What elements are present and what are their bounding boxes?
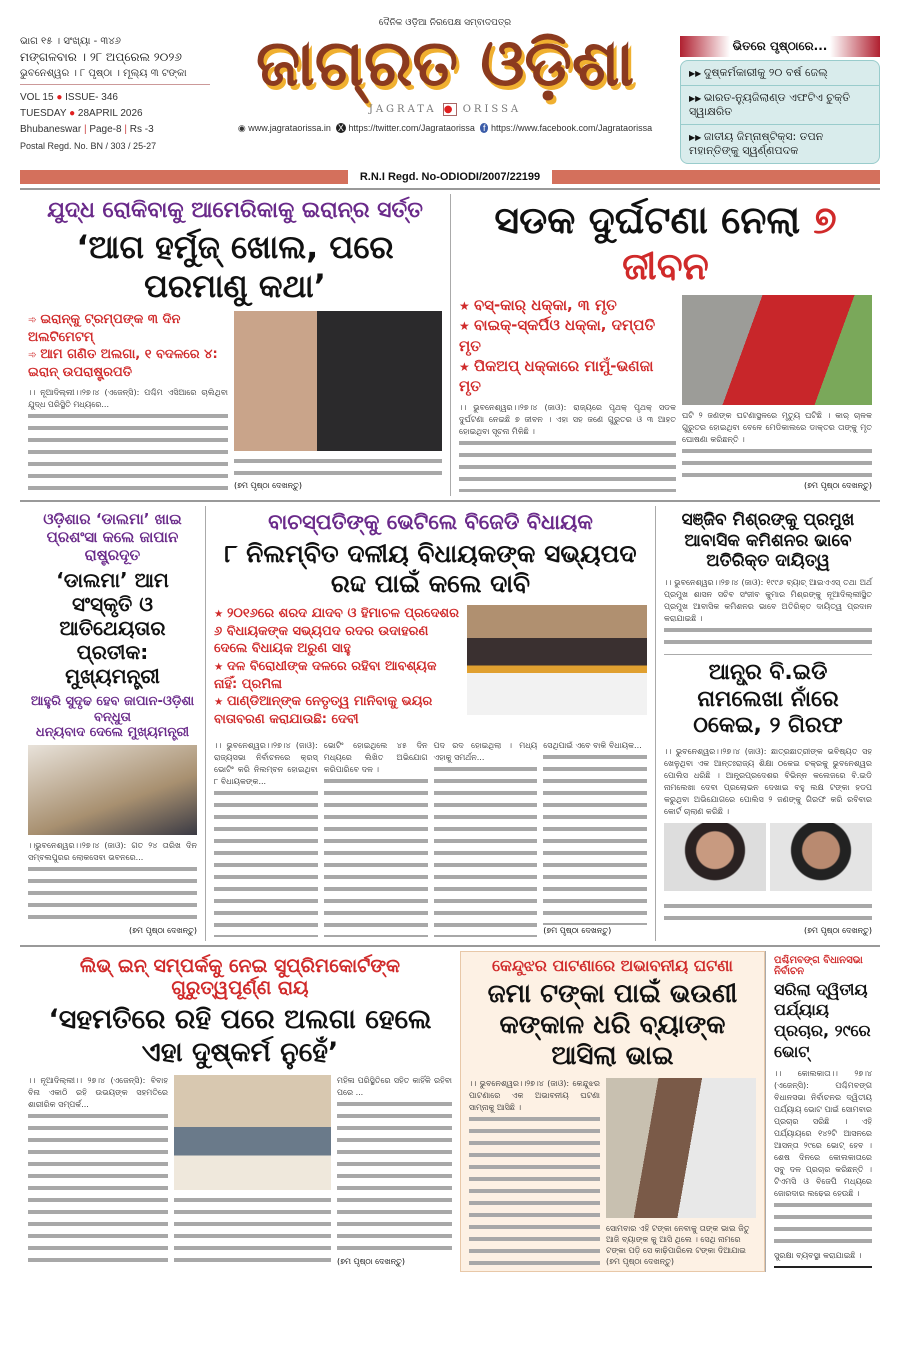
dalma-subheads xyxy=(28,694,197,741)
odia-date: ମଙ୍ଗଳବାର । ୨୮ ଅପ୍ରେଲ ୨୦୨୬ xyxy=(20,50,182,64)
keonjhar-headline[interactable]: ଜମା ଟଙ୍କା ପାଇଁ ଭଉଣୀ କଙ୍କାଳ ଧରି ବ୍ୟାଙ୍କ ଆସିଲା ଭାଇ xyxy=(487,978,738,1072)
bjd-bullets xyxy=(214,605,461,728)
accident-body-col2 xyxy=(682,410,872,492)
accident-bullets xyxy=(459,295,676,396)
twitter-link[interactable]: https://twitter.com/Jagrataorissa xyxy=(348,122,475,133)
iran-story xyxy=(20,194,450,496)
divider xyxy=(664,654,872,655)
continued-label[interactable]: (୭ମ ପୃଷ୍ଠା ଦେଖନ୍ତୁ) xyxy=(804,925,872,935)
bjd-body-col1 xyxy=(214,740,318,936)
continued-label[interactable]: (୭ମ ପୃଷ୍ଠା ଦେଖନ୍ତୁ) xyxy=(337,1257,405,1267)
bengal-story xyxy=(765,951,880,1273)
accused-photo-1 xyxy=(664,823,766,891)
links-row xyxy=(238,121,652,135)
masthead xyxy=(20,0,880,164)
bullet: ★ ୨୦୧୬ରେ ଶରଦ ଯାଦବ ଓ ହିମାଚଳ ପ୍ରଦେଶର ୬ ବିଧାୟକଙ୍କ ସଭ୍ୟପଦ ରଦର ଉଦାହରଣ ଦେଲେ ବିଧାୟକ ଅରୁଣ ସାହୁ xyxy=(214,605,461,658)
divider xyxy=(20,500,880,502)
bjd-mlas-photo xyxy=(467,605,647,715)
sanjeev-body xyxy=(664,577,872,649)
facebook-icon: f xyxy=(480,123,489,133)
section-middle xyxy=(20,506,880,940)
accused-photo-2 xyxy=(770,823,872,891)
date: 28APRIL 2026 xyxy=(77,108,143,119)
right-stories xyxy=(655,506,880,940)
bjd-kicker: ବାଚସ୍ପତିଙ୍କୁ ଭେଟିଲେ ବିଜେଡି ବିଧାୟକ xyxy=(268,510,593,535)
facebook-link[interactable]: https://www.facebook.com/Jagrataorissa xyxy=(491,122,653,133)
bjd-body-col2 xyxy=(324,740,428,936)
city: Bhubaneswar xyxy=(20,124,82,135)
issue: ISSUE- 346 xyxy=(65,92,118,103)
iran-headline[interactable]: ‘ଆଗ ହର୍ମୁଜ୍ ଖୋଲ, ପରେ ପରମାଣୁ କଥା’ xyxy=(76,228,394,305)
bjd-headline[interactable]: ୮ ନିଲମ୍ବିତ ଦଳୀୟ ବିଧାୟକଙ୍କ ସଭ୍ୟପଦ ରଦ୍ଦ ପାଇଁ କଲେ ଦାବି xyxy=(224,539,637,599)
keonjhar-story-box xyxy=(460,951,765,1273)
livein-body-col2 xyxy=(174,1195,331,1268)
article-lead: ସେଥିପାଇଁ ଏବେ ବାକି ବିଧାୟକ... xyxy=(543,741,642,751)
bjd-body-col3 xyxy=(434,740,538,936)
title-right: ORISSA xyxy=(462,103,522,115)
bullet: ★ ବାଇକ୍-ସ୍କର୍ପିଓ ଧକ୍କା, ଦମ୍ପତି ମୃତ xyxy=(459,315,676,356)
accused-photos xyxy=(664,823,872,896)
day: TUESDAY xyxy=(20,108,67,119)
article-lead: ମହିଳା ପରିସ୍ଥିତିରେ ସହିତ କାହିଁକି ରହିବା ପରେ ... xyxy=(337,1075,452,1097)
accident-headline[interactable] xyxy=(459,198,872,289)
bullet: ★ ପାଣ୍ଡିଆନ୍‌ଙ୍କ ନେତୃତ୍ୱ ମାନିବାକୁ ଭୟର ବାତାବରଣ କରାଯାଉଛି: ଦେବୀ xyxy=(214,693,461,728)
keonjhar-kicker: କେନ୍ଦୁଝର ପାଟଣାରେ ଅଭାବନୀୟ ଘଟଣା xyxy=(492,955,733,975)
andhra-body xyxy=(664,746,872,937)
accident-story xyxy=(450,194,880,496)
dalma-kicker: ଓଡ଼ିଶାର ‘ଡାଲମା’ ଖାଇ ପ୍ରଶଂସା କଲେ ଜାପାନ ରାଷ୍ଟ୍ରଦୂତ xyxy=(43,510,182,565)
section-top xyxy=(20,194,880,496)
title-block xyxy=(220,18,670,164)
price: Rs -3 xyxy=(129,124,154,135)
issue-info xyxy=(20,18,210,164)
article-lead: ।। କୋଲକାତା।। ୨୭।୪ (ଏଜେନ୍ସି): ପଶ୍ଚିମବଙ୍ଗ ବିଧାନସଭା ନିର୍ବାଚନର ଦ୍ୱିତୀୟ ପର୍ଯ୍ୟାୟ ଭୋଟ ପାଇଁ ସୋମବାର ପ୍ରଚାର ସରିଛି । ଏହି ପର୍ଯ୍ୟାୟରେ ୧୪୨ଟି ଆସନରେ ଆସନ୍ତା ୨୯ରେ ଭୋଟ୍ ହେବ । ଶେଷ ଦିନରେ କୋଲକାତାରେ ସବୁ ଦଳ ପ୍ରଚାର କରିଛନ୍ତି । ଟିଏମସି ଓ ବିଜେପି ମଧ୍ୟରେ ଜୋରଦାର ଲଢେଇ ହେଉଛି । xyxy=(774,1068,872,1198)
accident-car-photo xyxy=(682,295,872,405)
article-lead: ଘଟି ୨ ଜଣଙ୍କ ଘଟଣାସ୍ଥଳରେ ମୃତ୍ୟୁ ଘଟିଛି । କାର୍ ଚାଳକ ଗୁରୁତର ହୋଇଥିବା ବେଳେ ମେଡିକାଲରେ ଡାକ୍ତର ତାଙ୍କୁ ମୃତ ଘୋଷଣା କରିଛନ୍ତି । xyxy=(682,411,872,445)
iran-bullets xyxy=(28,311,228,381)
sanjeev-headline[interactable]: ସଞ୍ଜିବ ମିଶ୍ରଙ୍କୁ ପ୍ରମୁଖ ଆବାସିକ କମିଶନର ଭାବେ ଅତିରିକ୍ତ ଦାୟିତ୍ୱ xyxy=(681,510,855,571)
livein-body-col3 xyxy=(337,1075,452,1268)
section-bottom xyxy=(20,951,880,1273)
iran-kicker: ଯୁଦ୍ଧ ରୋକିବାକୁ ଆମେରିକାକୁ ଇରାନ୍‌ର ସର୍ତ୍ତ xyxy=(47,198,423,223)
iran-body-col2 xyxy=(234,456,442,492)
continued-label[interactable]: (୭ମ ପୃଷ୍ଠା ଦେଖନ୍ତୁ) xyxy=(234,481,302,491)
andhra-headline[interactable]: ଆନ୍ଧ୍ର ବି.ଇଡି ନାମଲେଖା ନାଁରେ ଠକେଇ, ୨ ଗିରଫ xyxy=(693,660,843,739)
livein-body-col1 xyxy=(28,1075,168,1268)
bjd-story xyxy=(205,506,655,940)
title-left: JAGRATA xyxy=(368,103,437,115)
dalma-headline[interactable]: ‘ଡାଲମା’ ଆମ ସଂସ୍କୃତି ଓ ଆତିଥେୟତାର ପ୍ରତୀକ: ମୁଖ୍ୟମନ୍ତ୍ରୀ xyxy=(56,568,169,689)
photo-caption: ସୋମବାର ଏହି ଟଙ୍କା ନେବାକୁ ତାଙ୍କ ଭାଇ ଜିତୁ ଆଜି ବ୍ୟାଙ୍କ କୁ ଆସି ଥିଲେ । ସେଥି ନାମରେ ଟଙ୍କା ପଡ଼ି ସେ କାଢ଼ିପାରିଲେ ଟଙ୍କା ଦିଆଯାଇ (୭ମ ପୃଷ୍ଠା ଦେଖନ୍ତୁ) xyxy=(606,1224,750,1267)
bullet: ➾ ଆମ ଗଣିତ ଅଲଗା, ୧ ବଦଳରେ ୪: ଇରାନ୍ ଉପରାଷ୍ଟ୍ରପତି xyxy=(28,346,228,381)
inside-item[interactable]: ▶▶ ଦୁଷ୍କର୍ମକାରୀକୁ ୨୦ ବର୍ଷ ଜେଲ୍ xyxy=(681,61,879,86)
article-lead: ଭୋଟିଂ ହୋଇଥିଲେ ୪୫ ଦିନ ମଧ୍ୟରେ ଲିଖିତ ଅଭିଯୋଗ କରିପାରିବେ ଦଳ । xyxy=(323,741,428,775)
divider xyxy=(20,84,210,85)
accident-body-col1 xyxy=(459,402,676,492)
keonjhar-body xyxy=(469,1078,600,1267)
postal-regd: Postal Regd. No. BN / 303 / 25-27 xyxy=(20,141,157,151)
rni-number: R.N.I Regd. No-ODIODI/2007/22199 xyxy=(359,171,541,183)
logo-dot-icon: ● xyxy=(443,103,456,115)
supreme-court-photo xyxy=(174,1075,331,1190)
dalma-story xyxy=(20,506,205,940)
divider xyxy=(20,188,880,190)
inside-pages-box xyxy=(680,60,880,164)
website-link[interactable]: www.jagrataorissa.in xyxy=(248,122,331,133)
divider xyxy=(774,1266,872,1268)
masthead-logo: ଜାଗ୍ରତ ଓଡ଼ିଶା xyxy=(255,27,635,101)
article-lead: ।। ନୂଆଦିଲ୍ଲୀ।।୨୭।୪ (ଏଜେନ୍ସି): ପଶ୍ଚିମ ଏସିଆରେ ଚାଲିଥିବା ଯୁଦ୍ଧ ପରିସ୍ଥିତି ମଧ୍ୟରେ... xyxy=(28,388,228,410)
article-lead: ।। ଭୁବନେଶ୍ୱର।।୨୭।୪ (ଜାଓ): ରାଜ୍ୟରେ ପୃଥକ୍ ପୃଥକ୍ ସଡକ ଦୁର୍ଘଟଣା ନେଇଛି ୭ ଜୀବନ । ଏହା ସହ ଜଣେ ଗୁରୁତର ଓ ୩ ଆହତ ହୋଇଥିବା ସୂଚନା ମିଳିଛି । xyxy=(459,403,676,437)
article-lead: ।। ଭୁବନେଶ୍ୱର।।୨୭।୪ (ଜାଓ): ୧୯୯୬ ବ୍ୟାଚ୍ ଆଇଏଏସ୍ ତଥା ଅର୍ଥ ପ୍ରମୁଖ ଶାସନ ସଚିବ ସଂଜୀବ କୁମାର ମିଶ୍ରଙ୍କୁ ନୂଆଦିଲ୍ଲୀସ୍ଥିତ ପ୍ରମୁଖ ଆବାସିକ କମିଶନର ଭାବେ ଅତିରିକ୍ତ ଦାୟିତ୍ୱ ପ୍ରଦାନ କରାଯାଇଛି । xyxy=(664,578,872,624)
dalma-body xyxy=(28,840,197,937)
odia-volume: ଭାଗ ୧୫ । ସଂଖ୍ୟା - ୩୪୬ xyxy=(20,36,121,47)
masthead-bar-right xyxy=(552,170,880,184)
livein-story xyxy=(20,951,460,1273)
continued-label[interactable]: (୭ମ ପୃଷ୍ଠା ଦେଖନ୍ତୁ) xyxy=(804,481,872,491)
article-tail: ସୁରକ୍ଷା ବ୍ୟବସ୍ଥା କରାଯାଇଛି । xyxy=(774,1251,862,1261)
article-lead: ।। ଭୁବନେଶ୍ୱର।।୨୭।୪ (ଜାଓ): ରାଜ୍ୟସଭା ନିର୍ବାଚନରେ କ୍ରସ୍ ଭୋଟିଂ କରି ନିଲମ୍ବନ ହୋଇଥିବା ୮ ବିଧାୟକଙ୍କ... xyxy=(214,741,318,787)
english-issue-info: VOL 15 ● ISSUE- 346 TUESDAY ● 28APRIL 2026 Bhubaneswar | Page-8 | Rs -3 Postal Regd. No. BN / 303 / 25-27 xyxy=(20,90,210,154)
divider xyxy=(20,945,880,947)
x-twitter-icon: X xyxy=(337,122,344,133)
tagline: ଦୈନିକ ଓଡ଼ିଆ ନିରପେକ୍ଷ ସମ୍ବାଦପତ୍ର xyxy=(378,18,512,28)
bullet: ★ ଦଳ ବିରୋଧୀଙ୍କ ଦଳରେ ରହିବା ଆବଶ୍ୟକ ନାହିଁ: ପ୍ରମିଳା xyxy=(214,658,461,693)
continued-label[interactable]: (୭ମ ପୃଷ୍ଠା ଦେଖନ୍ତୁ) xyxy=(543,925,612,935)
bullet: ★ ପିକଅପ୍ ଧକ୍କାରେ ମାମୁଁ-ଭଣଜା ମୃତ xyxy=(459,356,676,397)
globe-icon: ◉ xyxy=(237,122,246,133)
volume: VOL 15 xyxy=(20,92,54,103)
headline-red: ୭ ଜୀବନ xyxy=(622,198,837,288)
article-lead: ।। ଭୁବନେଶ୍ୱର।।୨୭।୪ (ଜାଓ): କେନ୍ଦୁଝର ପାଟଣାରେ ଏକ ଅଭାବନୀୟ ଘଟଣା ସାମ୍ନାକୁ ଆସିଛି । xyxy=(469,1079,600,1113)
man-with-skeleton-photo xyxy=(606,1078,756,1218)
masthead-bar-left xyxy=(20,170,348,184)
livein-headline[interactable]: ‘ସହମତିରେ ରହି ପରେ ଅଲଗା ହେଲେ ଏହା ଦୁଷ୍କର୍ମ ନୁହେଁ’ xyxy=(48,1004,432,1068)
headline-main: ସଡକ ଦୁର୍ଘଟଣା ନେଲା xyxy=(494,198,801,242)
bengal-body xyxy=(774,1068,872,1263)
inside-pages-banner: ଭିତରେ ପୃଷ୍ଠାରେ... xyxy=(680,36,880,57)
bullet: ➾ ଇରାନ୍‌କୁ ଟ୍ରମ୍ପଙ୍କ ୩ ଦିନ ଅଲଟିମେଟମ୍ xyxy=(28,311,228,346)
bjd-body-col4 xyxy=(543,740,647,936)
rni-row xyxy=(20,170,880,184)
livein-kicker: ଲିଭ୍ ଇନ୍ ସମ୍ପର୍କକୁ ନେଇ ସୁପ୍ରିମକୋର୍ଟଙ୍କ ଗୁରୁତ୍ୱପୂର୍ଣ୍ଣ ରାୟ xyxy=(79,954,401,1000)
odia-city-price: ଭୁବନେଶ୍ୱର । ୮ ପୃଷ୍ଠା । ମୂଲ୍ୟ ୩ ଟଙ୍କା xyxy=(20,68,187,79)
bullet: ★ ବସ୍-କାର୍ ଧକ୍କା, ୩ ମୃତ xyxy=(459,295,676,315)
trump-khamenei-photo xyxy=(234,311,442,451)
english-title xyxy=(369,104,521,115)
inside-item[interactable]: ▶▶ ଭାରତ-ନ୍ୟୁଜିଲାଣ୍ଡ ଏଫଟିଏ ଚୁକ୍ତି ସ୍ୱାକ୍ଷରିତ xyxy=(681,86,879,125)
continued-label[interactable]: (୭ମ ପୃଷ୍ଠା ଦେଖନ୍ତୁ) xyxy=(129,925,197,935)
inside-pages xyxy=(680,18,880,164)
cm-ambassador-photo xyxy=(28,745,197,835)
subhead: ଧନ୍ୟବାଦ ଦେଲେ ମୁଖ୍ୟମନ୍ତ୍ରୀ xyxy=(35,725,190,741)
article-lead: ।। ଭୁବନେଶ୍ୱର।।୨୭।୪ (ଜାଓ): ଛାତ୍ରଛାତ୍ରୀଙ୍କ ଭବିଷ୍ୟତ ସହ ଖେଳୁଥିବା ଏକ ଆନ୍ତଃରାଜ୍ୟ ଶିକ୍ଷା ଠକେଇ ଚକ୍ରକୁ ଭୁବନେଶ୍ୱର ପୋଲିସ ଧରିଛି । ଆନ୍ଧ୍ରପ୍ରଦେଶର ବିଭିନ୍ନ କଲେଜରେ ବି.ଇଡି ନାମଲେଖା ଦେବା ପ୍ରଲୋଭନ ଦେଖାଇ ବହୁ ଲକ୍ଷ ଟଙ୍କା ହଡପ କରୁଥିବା ଅଭିଯୋଗରେ ପୋଲିସ ୨ ଜଣଙ୍କୁ ଗିରଫ କରି ରବିବାର କୋର୍ଟ ଚାଲାଣ କରିଛି । xyxy=(664,746,872,816)
article-lead: ।। ନୂଆଦିଲ୍ଲୀ।। ୨୭।୪ (ଏଜେନ୍ସି): ବିବାହ ବିନା ଏକାଠି ରହି ଉଭୟଙ୍କ ସହମତିରେ ଶାରୀରିକ ସମ୍ପର୍କ... xyxy=(28,1075,168,1109)
bengal-kicker: ପଶ୍ଚିମବଙ୍ଗ ବିଧାନସଭା ନିର୍ବାଚନ xyxy=(774,954,863,977)
inside-item[interactable]: ▶▶ ଜାତୀୟ ଜିମ୍ନାଷ୍ଟିକ୍ସ: ତପନ ମହାନ୍ତିଙ୍କୁ ସ୍ୱର୍ଣ୍ଣପଦକ xyxy=(681,125,879,163)
page-count: Page-8 xyxy=(89,124,122,135)
article-lead: ।।ଭୁବନେଶ୍ୱର।।୨୭।୪ (ଜାଓ): ଗତ ୨୪ ତାରିଖ ଦିନ ସମ୍ବଲପୁରର ଲୋକସେବା ଭବନରେ... xyxy=(28,840,197,862)
subhead: ଆହୁରି ସୁଦୃଢ ହେବ ଜାପାନ-ଓଡ଼ିଶା ବନ୍ଧୁତା xyxy=(30,694,195,725)
bengal-headline[interactable]: ସରିଲା ଦ୍ୱିତୀୟ ପର୍ଯ୍ୟାୟ ପ୍ରଚାର, ୨୯ରେ ଭୋଟ୍ xyxy=(774,979,871,1061)
article-lead: ପଦ ରଦ ହୋଇଥିଲା । ମଧ୍ୟ ଏହାକୁ ସମର୍ଥନ... xyxy=(433,741,538,763)
iran-body-col1 xyxy=(28,387,228,492)
